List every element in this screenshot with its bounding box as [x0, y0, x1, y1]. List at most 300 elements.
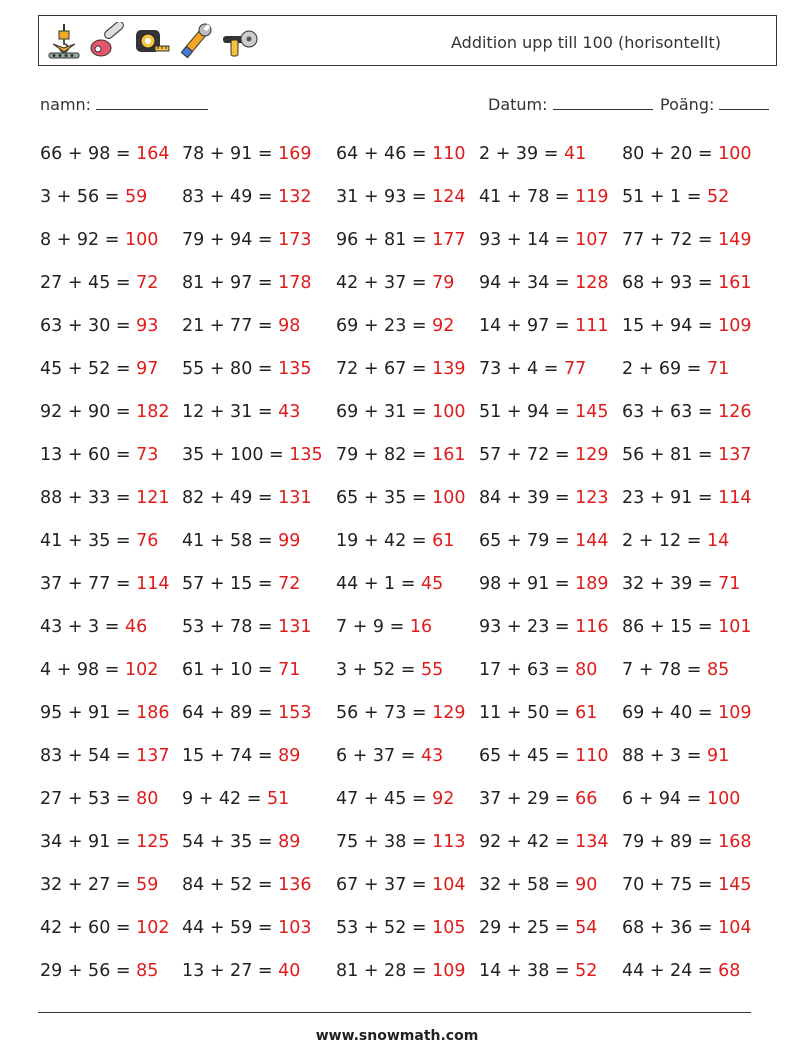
- problem-item: [40, 219, 182, 262]
- problem-question: 57 + 72 =: [479, 445, 576, 465]
- problem-question: 8 + 92 =: [40, 230, 125, 250]
- problem-answer: 59: [136, 875, 159, 895]
- problem-answer: 113: [432, 832, 466, 852]
- problem-item: [182, 950, 336, 993]
- problem-item: [622, 778, 762, 821]
- problem-item: [182, 606, 336, 649]
- problem-item: [336, 606, 479, 649]
- problem-item: [40, 821, 182, 864]
- problem-answer: 121: [136, 488, 170, 508]
- problem-item: [40, 950, 182, 993]
- problem-question: 86 + 15 =: [622, 617, 719, 637]
- problem-item: [182, 821, 336, 864]
- score-blank[interactable]: [719, 95, 769, 110]
- problem-item: [622, 864, 762, 907]
- problem-answer: 91: [706, 746, 730, 766]
- problem-item: [336, 907, 479, 950]
- problem-question: 53 + 52 =: [336, 918, 433, 938]
- problem-answer: 144: [575, 531, 609, 551]
- footer-divider: [38, 1012, 751, 1013]
- angle-grinder-icon: [221, 22, 259, 60]
- problem-answer: 129: [575, 445, 609, 465]
- problem-item: [479, 606, 622, 649]
- problem-question: 23 + 91 =: [622, 488, 719, 508]
- wrench-icon: [177, 22, 215, 60]
- problem-item: [336, 391, 479, 434]
- problem-question: 69 + 23 =: [336, 316, 433, 336]
- problem-answer: 101: [718, 617, 752, 637]
- problem-question: 72 + 67 =: [336, 359, 433, 379]
- problem-item: [182, 176, 336, 219]
- problem-item: [40, 520, 182, 563]
- problem-question: 44 + 1 =: [336, 574, 421, 594]
- problem-question: 73 + 4 =: [479, 359, 564, 379]
- problem-item: [479, 219, 622, 262]
- problem-question: 6 + 94 =: [622, 789, 707, 809]
- problem-question: 15 + 94 =: [622, 316, 719, 336]
- problem-answer: 103: [278, 918, 312, 938]
- problem-item: [479, 950, 622, 993]
- problem-question: 96 + 81 =: [336, 230, 433, 250]
- problem-answer: 71: [706, 359, 730, 379]
- problem-answer: 55: [420, 660, 444, 680]
- problem-question: 69 + 40 =: [622, 703, 719, 723]
- problem-answer: 161: [718, 273, 752, 293]
- problem-answer: 105: [432, 918, 466, 938]
- problem-answer: 45: [420, 574, 444, 594]
- problem-answer: 168: [718, 832, 752, 852]
- problem-answer: 92: [432, 316, 455, 336]
- name-field[interactable]: [40, 95, 208, 114]
- problem-item: [182, 219, 336, 262]
- problem-item: [182, 778, 336, 821]
- problem-item: [182, 563, 336, 606]
- problem-answer: 131: [278, 488, 312, 508]
- problem-answer: 119: [575, 187, 609, 207]
- problem-item: [182, 305, 336, 348]
- problem-question: 32 + 27 =: [40, 875, 137, 895]
- problem-answer: 110: [432, 144, 466, 164]
- problem-answer: 116: [575, 617, 609, 637]
- problem-answer: 110: [575, 746, 609, 766]
- problem-answer: 104: [718, 918, 752, 938]
- problem-item: [40, 434, 182, 477]
- problem-question: 11 + 50 =: [479, 703, 576, 723]
- problem-answer: 14: [706, 531, 730, 551]
- problem-item: [40, 133, 182, 176]
- problem-question: 98 + 91 =: [479, 574, 576, 594]
- problem-question: 44 + 24 =: [622, 961, 719, 981]
- problem-answer: 61: [432, 531, 455, 551]
- chainsaw-icon: [89, 22, 127, 60]
- problem-answer: 107: [575, 230, 609, 250]
- problem-question: 15 + 74 =: [182, 746, 279, 766]
- problem-question: 19 + 42 =: [336, 531, 433, 551]
- problem-item: [336, 649, 479, 692]
- name-label: namn:: [40, 95, 92, 114]
- problem-question: 21 + 77 =: [182, 316, 279, 336]
- problem-question: 78 + 91 =: [182, 144, 279, 164]
- problem-answer: 77: [563, 359, 587, 379]
- problem-item: [40, 864, 182, 907]
- icon-strip: [45, 22, 259, 60]
- problem-answer: 54: [575, 918, 598, 938]
- problem-answer: 68: [718, 961, 741, 981]
- problem-answer: 149: [718, 230, 752, 250]
- problem-answer: 52: [706, 187, 730, 207]
- problem-item: [40, 692, 182, 735]
- problem-answer: 111: [575, 316, 609, 336]
- problem-question: 69 + 31 =: [336, 402, 433, 422]
- problem-item: [622, 520, 762, 563]
- problem-item: [479, 262, 622, 305]
- problem-answer: 178: [278, 273, 312, 293]
- problem-question: 9 + 42 =: [182, 789, 267, 809]
- problem-answer: 92: [432, 789, 455, 809]
- problem-item: [479, 434, 622, 477]
- problem-answer: 145: [575, 402, 609, 422]
- problem-answer: 41: [563, 144, 587, 164]
- problem-item: [479, 391, 622, 434]
- problem-answer: 43: [278, 402, 301, 422]
- problem-answer: 99: [278, 531, 301, 551]
- worksheet-title: Addition upp till 100 (horisontellt): [451, 33, 721, 52]
- problem-question: 88 + 33 =: [40, 488, 137, 508]
- problem-item: [336, 434, 479, 477]
- problem-item: [622, 391, 762, 434]
- problem-answer: 61: [575, 703, 598, 723]
- problem-item: [182, 391, 336, 434]
- problem-question: 82 + 49 =: [182, 488, 279, 508]
- problem-question: 63 + 30 =: [40, 316, 137, 336]
- problem-answer: 72: [278, 574, 301, 594]
- problem-question: 43 + 3 =: [40, 617, 125, 637]
- problem-answer: 131: [278, 617, 312, 637]
- problem-question: 7 + 9 =: [336, 617, 410, 637]
- problem-question: 94 + 34 =: [479, 273, 576, 293]
- problem-question: 65 + 79 =: [479, 531, 576, 551]
- problem-answer: 102: [124, 660, 159, 680]
- problem-answer: 114: [136, 574, 170, 594]
- problem-question: 53 + 78 =: [182, 617, 279, 637]
- problem-item: [622, 219, 762, 262]
- problem-question: 92 + 42 =: [479, 832, 576, 852]
- problem-question: 92 + 90 =: [40, 402, 137, 422]
- problem-question: 83 + 49 =: [182, 187, 279, 207]
- problem-question: 4 + 98 =: [40, 660, 125, 680]
- problem-answer: 129: [432, 703, 466, 723]
- problem-question: 66 + 98 =: [40, 144, 137, 164]
- problem-answer: 98: [278, 316, 301, 336]
- problem-question: 54 + 35 =: [182, 832, 279, 852]
- problem-item: [40, 563, 182, 606]
- problem-question: 93 + 23 =: [479, 617, 576, 637]
- problem-answer: 114: [718, 488, 752, 508]
- problem-question: 2 + 69 =: [622, 359, 707, 379]
- problem-question: 31 + 93 =: [336, 187, 433, 207]
- problem-answer: 93: [136, 316, 159, 336]
- problem-item: [182, 348, 336, 391]
- problem-item: [182, 133, 336, 176]
- problem-question: 83 + 54 =: [40, 746, 137, 766]
- problem-question: 68 + 93 =: [622, 273, 719, 293]
- problem-answer: 46: [124, 617, 148, 637]
- problem-item: [479, 821, 622, 864]
- problem-answer: 97: [136, 359, 159, 379]
- problem-question: 17 + 63 =: [479, 660, 576, 680]
- problem-answer: 85: [136, 961, 159, 981]
- problem-question: 55 + 80 =: [182, 359, 279, 379]
- date-blank[interactable]: [553, 95, 653, 110]
- problem-item: [40, 649, 182, 692]
- problem-question: 27 + 45 =: [40, 273, 137, 293]
- problem-answer: 136: [278, 875, 312, 895]
- problem-question: 81 + 28 =: [336, 961, 433, 981]
- problem-answer: 16: [409, 617, 433, 637]
- score-label: Poäng:: [660, 95, 715, 114]
- problem-question: 29 + 56 =: [40, 961, 137, 981]
- problem-answer: 100: [432, 402, 466, 422]
- problem-item: [40, 477, 182, 520]
- problem-answer: 80: [575, 660, 598, 680]
- problem-answer: 40: [278, 961, 301, 981]
- problem-item: [40, 907, 182, 950]
- date-field[interactable]: [488, 95, 653, 114]
- problem-item: [182, 735, 336, 778]
- problem-item: [336, 262, 479, 305]
- problem-answer: 145: [718, 875, 752, 895]
- problem-item: [40, 735, 182, 778]
- problem-item: [182, 262, 336, 305]
- problem-item: [479, 692, 622, 735]
- problem-question: 42 + 37 =: [336, 273, 433, 293]
- problem-item: [182, 434, 336, 477]
- problem-item: [622, 735, 762, 778]
- problem-question: 64 + 46 =: [336, 144, 433, 164]
- problem-answer: 135: [278, 359, 312, 379]
- problem-question: 84 + 39 =: [479, 488, 576, 508]
- problem-question: 88 + 3 =: [622, 746, 707, 766]
- problem-item: [336, 692, 479, 735]
- problem-item: [479, 176, 622, 219]
- problem-answer: 43: [420, 746, 444, 766]
- problem-item: [336, 778, 479, 821]
- problem-answer: 66: [575, 789, 598, 809]
- problem-question: 51 + 1 =: [622, 187, 707, 207]
- problem-question: 12 + 31 =: [182, 402, 279, 422]
- problem-answer: 124: [432, 187, 466, 207]
- problem-answer: 100: [124, 230, 159, 250]
- problem-answer: 186: [136, 703, 170, 723]
- problem-item: [622, 434, 762, 477]
- problem-question: 44 + 59 =: [182, 918, 279, 938]
- problem-question: 57 + 15 =: [182, 574, 279, 594]
- problem-item: [622, 133, 762, 176]
- problem-answer: 125: [136, 832, 170, 852]
- problem-answer: 72: [136, 273, 159, 293]
- problem-answer: 182: [136, 402, 170, 422]
- problem-question: 41 + 35 =: [40, 531, 137, 551]
- problem-item: [40, 262, 182, 305]
- problem-question: 37 + 77 =: [40, 574, 137, 594]
- problem-item: [622, 305, 762, 348]
- problem-question: 79 + 89 =: [622, 832, 719, 852]
- problem-item: [479, 778, 622, 821]
- problem-question: 68 + 36 =: [622, 918, 719, 938]
- problem-item: [40, 391, 182, 434]
- problem-answer: 76: [136, 531, 159, 551]
- problem-question: 84 + 52 =: [182, 875, 279, 895]
- problem-answer: 177: [432, 230, 466, 250]
- problem-item: [479, 348, 622, 391]
- problem-answer: 90: [575, 875, 598, 895]
- problem-question: 32 + 39 =: [622, 574, 719, 594]
- problem-question: 13 + 60 =: [40, 445, 137, 465]
- problem-item: [622, 262, 762, 305]
- name-blank[interactable]: [96, 95, 208, 110]
- problem-item: [336, 176, 479, 219]
- problem-question: 14 + 38 =: [479, 961, 576, 981]
- problem-item: [40, 778, 182, 821]
- problem-answer: 109: [432, 961, 466, 981]
- date-label: Datum:: [488, 95, 548, 114]
- problem-item: [182, 864, 336, 907]
- problem-question: 93 + 14 =: [479, 230, 576, 250]
- problem-answer: 169: [278, 144, 312, 164]
- problem-item: [182, 907, 336, 950]
- problem-item: [336, 563, 479, 606]
- problem-item: [622, 563, 762, 606]
- problem-question: 63 + 63 =: [622, 402, 719, 422]
- problem-question: 95 + 91 =: [40, 703, 137, 723]
- problem-question: 79 + 82 =: [336, 445, 433, 465]
- problem-question: 29 + 25 =: [479, 918, 576, 938]
- problem-item: [182, 520, 336, 563]
- problem-answer: 132: [278, 187, 312, 207]
- problem-answer: 71: [278, 660, 301, 680]
- problem-item: [336, 348, 479, 391]
- problem-answer: 102: [136, 918, 170, 938]
- problem-answer: 137: [136, 746, 170, 766]
- problem-grid: [40, 133, 762, 993]
- problem-question: 3 + 56 =: [40, 187, 125, 207]
- tape-measure-icon: [133, 22, 171, 60]
- problem-question: 37 + 29 =: [479, 789, 576, 809]
- score-field[interactable]: [660, 95, 769, 114]
- problem-item: [479, 563, 622, 606]
- problem-answer: 164: [136, 144, 170, 164]
- problem-answer: 51: [266, 789, 290, 809]
- problem-item: [336, 735, 479, 778]
- problem-question: 3 + 52 =: [336, 660, 421, 680]
- problem-question: 81 + 97 =: [182, 273, 279, 293]
- problem-answer: 100: [718, 144, 752, 164]
- problem-answer: 109: [718, 703, 752, 723]
- problem-question: 47 + 45 =: [336, 789, 433, 809]
- problem-question: 45 + 52 =: [40, 359, 137, 379]
- problem-item: [479, 477, 622, 520]
- problem-answer: 173: [278, 230, 312, 250]
- problem-answer: 137: [718, 445, 752, 465]
- problem-question: 64 + 89 =: [182, 703, 279, 723]
- problem-answer: 52: [575, 961, 598, 981]
- problem-question: 77 + 72 =: [622, 230, 719, 250]
- problem-answer: 79: [432, 273, 455, 293]
- problem-item: [622, 907, 762, 950]
- problem-item: [182, 477, 336, 520]
- problem-answer: 89: [278, 746, 301, 766]
- problem-answer: 128: [575, 273, 609, 293]
- problem-item: [336, 305, 479, 348]
- crane-hook-icon: [45, 22, 83, 60]
- problem-item: [336, 219, 479, 262]
- problem-item: [336, 477, 479, 520]
- problem-question: 80 + 20 =: [622, 144, 719, 164]
- problem-question: 42 + 60 =: [40, 918, 137, 938]
- problem-question: 51 + 94 =: [479, 402, 576, 422]
- problem-answer: 135: [289, 445, 323, 465]
- problem-answer: 71: [718, 574, 741, 594]
- problem-question: 2 + 39 =: [479, 144, 564, 164]
- problem-answer: 126: [718, 402, 752, 422]
- problem-question: 70 + 75 =: [622, 875, 719, 895]
- problem-item: [479, 649, 622, 692]
- problem-answer: 139: [432, 359, 466, 379]
- problem-item: [336, 864, 479, 907]
- problem-question: 41 + 58 =: [182, 531, 279, 551]
- problem-question: 2 + 12 =: [622, 531, 707, 551]
- footer-url: www.snowmath.com: [315, 1028, 479, 1044]
- problem-item: [40, 305, 182, 348]
- problem-question: 79 + 94 =: [182, 230, 279, 250]
- problem-answer: 153: [278, 703, 312, 723]
- problem-item: [479, 864, 622, 907]
- problem-question: 34 + 91 =: [40, 832, 137, 852]
- problem-item: [479, 133, 622, 176]
- problem-item: [479, 305, 622, 348]
- problem-item: [40, 348, 182, 391]
- problem-answer: 100: [706, 789, 741, 809]
- problem-item: [479, 520, 622, 563]
- header-box: [38, 15, 777, 66]
- problem-answer: 109: [718, 316, 752, 336]
- problem-question: 56 + 73 =: [336, 703, 433, 723]
- problem-answer: 89: [278, 832, 301, 852]
- problem-question: 6 + 37 =: [336, 746, 421, 766]
- problem-item: [182, 692, 336, 735]
- problem-answer: 104: [432, 875, 466, 895]
- problem-item: [622, 348, 762, 391]
- problem-question: 13 + 27 =: [182, 961, 279, 981]
- problem-answer: 189: [575, 574, 609, 594]
- problem-item: [622, 950, 762, 993]
- problem-answer: 85: [706, 660, 730, 680]
- problem-item: [336, 821, 479, 864]
- problem-question: 41 + 78 =: [479, 187, 576, 207]
- problem-item: [336, 133, 479, 176]
- problem-question: 65 + 45 =: [479, 746, 576, 766]
- problem-question: 14 + 97 =: [479, 316, 576, 336]
- problem-question: 32 + 58 =: [479, 875, 576, 895]
- problem-answer: 59: [124, 187, 148, 207]
- problem-item: [40, 176, 182, 219]
- problem-item: [622, 606, 762, 649]
- problem-question: 67 + 37 =: [336, 875, 433, 895]
- problem-item: [622, 649, 762, 692]
- problem-question: 56 + 81 =: [622, 445, 719, 465]
- problem-question: 7 + 78 =: [622, 660, 707, 680]
- problem-answer: 80: [136, 789, 159, 809]
